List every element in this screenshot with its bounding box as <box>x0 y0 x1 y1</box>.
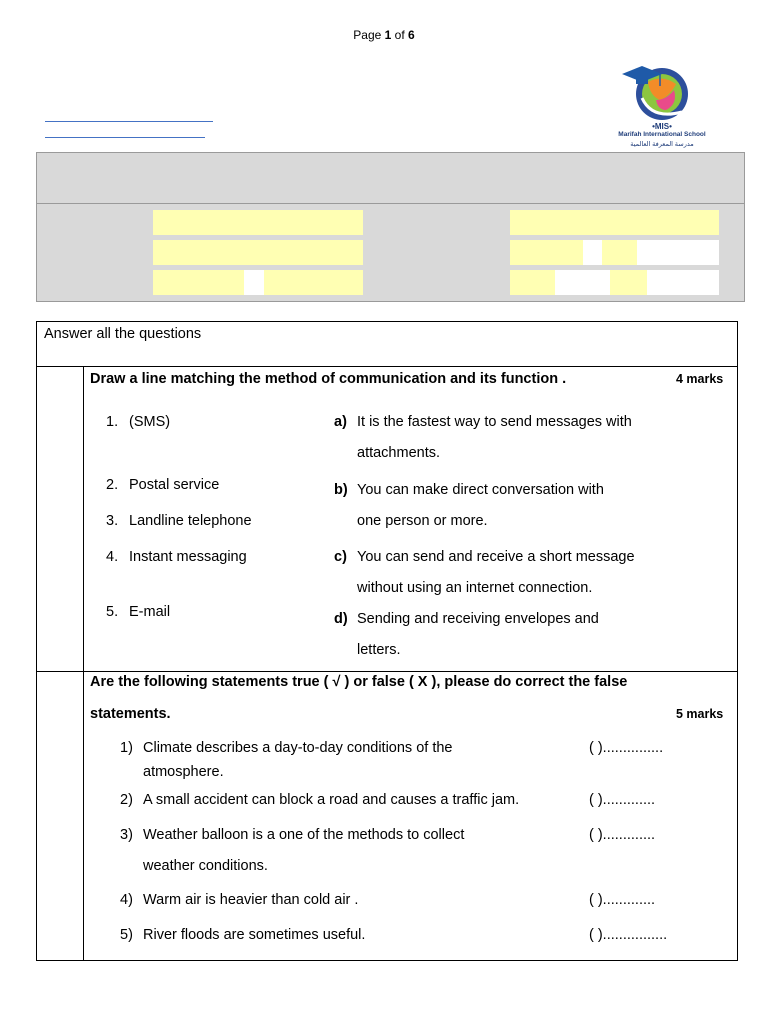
q2-num-4: 4) <box>120 892 133 908</box>
header-field-left-3a[interactable] <box>153 270 244 295</box>
q1-title: Draw a line matching the method of communication and its function . <box>90 371 567 387</box>
q1-left-text-2: Postal service <box>129 477 220 493</box>
header-field-left-3b[interactable] <box>264 270 363 295</box>
name-line-2[interactable] <box>45 137 205 138</box>
header-field-right-2b[interactable] <box>602 240 637 265</box>
page-label: Page <box>353 28 382 42</box>
table-column-divider <box>83 366 84 961</box>
q1-left-text-4: Instant messaging <box>129 549 247 565</box>
header-field-right-2c[interactable] <box>637 240 719 265</box>
q1-left-num-3: 3. <box>106 513 119 529</box>
q1-marks: 4 marks <box>676 372 724 386</box>
q2-answer-4[interactable]: ( )............. <box>589 892 656 908</box>
q2-answer-2[interactable]: ( )............. <box>589 792 656 808</box>
q1-right-c-line1: You can send and receive a short message <box>357 549 635 565</box>
q1-right-d-line2: letters. <box>357 642 401 658</box>
header-field-left-1[interactable] <box>153 210 363 235</box>
q2-statement-5-line1: River floods are sometimes useful. <box>143 927 366 943</box>
q2-answer-3[interactable]: ( )............. <box>589 827 656 843</box>
logo-abbr: •MIS• <box>652 122 672 131</box>
instructions-text: Answer all the questions <box>44 326 202 342</box>
name-line-1[interactable] <box>45 121 213 122</box>
q1-right-d-line1: Sending and receiving envelopes and <box>357 611 599 627</box>
q1-right-letter-d: d) <box>334 611 348 627</box>
table-row-divider-1 <box>36 366 738 367</box>
q2-statement-2-line1: A small accident can block a road and causes a traffic jam. <box>143 792 520 808</box>
q2-title-line2: statements. <box>90 706 171 722</box>
q1-left-text-1: (SMS) <box>129 414 171 430</box>
q2-num-5: 5) <box>120 927 133 943</box>
q2-statement-4-line1: Warm air is heavier than cold air . <box>143 892 359 908</box>
q2-statement-3-line1: Weather balloon is a one of the methods to collect <box>143 827 465 843</box>
school-logo-icon <box>612 60 712 130</box>
q2-num-3: 3) <box>120 827 133 843</box>
header-field-right-2-gap <box>583 240 602 265</box>
q1-right-b-line2: one person or more. <box>357 513 488 529</box>
q1-right-b-line1: You can make direct conversation with <box>357 482 604 498</box>
page-number <box>0 28 768 42</box>
header-field-right-3c[interactable] <box>610 270 647 295</box>
q1-left-num-2: 2. <box>106 477 119 493</box>
school-logo <box>612 60 712 152</box>
header-field-right-3b[interactable] <box>555 270 610 295</box>
header-field-right-1[interactable] <box>510 210 719 235</box>
q2-num-2: 2) <box>120 792 133 808</box>
header-field-right-2a[interactable] <box>510 240 583 265</box>
q1-left-text-5: E-mail <box>129 604 171 620</box>
q1-right-c-line2: without using an internet connection. <box>357 580 593 596</box>
q1-right-letter-c: c) <box>334 549 347 565</box>
page-of-label: of <box>394 28 405 42</box>
q2-num-1: 1) <box>120 740 133 756</box>
q1-right-letter-a: a) <box>334 414 347 430</box>
q2-title-line1: Are the following statements true ( √ ) or false ( X ), please do correct the false <box>90 674 628 690</box>
q1-left-num-4: 4. <box>106 549 119 565</box>
q2-statement-3-line2: weather conditions. <box>143 858 268 874</box>
q2-statement-1-line1: Climate describes a day-to-day conditions of the <box>143 740 453 756</box>
q1-right-a-line1: It is the fastest way to send messages with <box>357 414 632 430</box>
q1-left-num-1: 1. <box>106 414 119 430</box>
header-field-left-2[interactable] <box>153 240 363 265</box>
q1-left-text-3: Landline telephone <box>129 513 252 529</box>
q1-right-a-line2: attachments. <box>357 445 441 461</box>
table-row-divider-2 <box>36 671 738 672</box>
q1-right-letter-b: b) <box>334 482 348 498</box>
header-divider <box>36 203 745 204</box>
header-field-right-3a[interactable] <box>510 270 555 295</box>
header-field-right-3d[interactable] <box>647 270 719 295</box>
q2-answer-5[interactable]: ( )................ <box>589 927 668 943</box>
logo-school-name-en: Marifah International School <box>618 131 706 138</box>
page-total: 6 <box>408 28 415 42</box>
q2-statement-1-line2: atmosphere. <box>143 764 224 780</box>
q2-marks: 5 marks <box>676 707 724 721</box>
header-field-left-3-gap <box>244 270 264 295</box>
page-current: 1 <box>384 28 392 42</box>
q2-answer-1[interactable]: ( )............... <box>589 740 664 756</box>
logo-school-name-ar: مدرسة المعرفة العالمية <box>630 141 694 148</box>
q1-left-num-5: 5. <box>106 604 119 620</box>
